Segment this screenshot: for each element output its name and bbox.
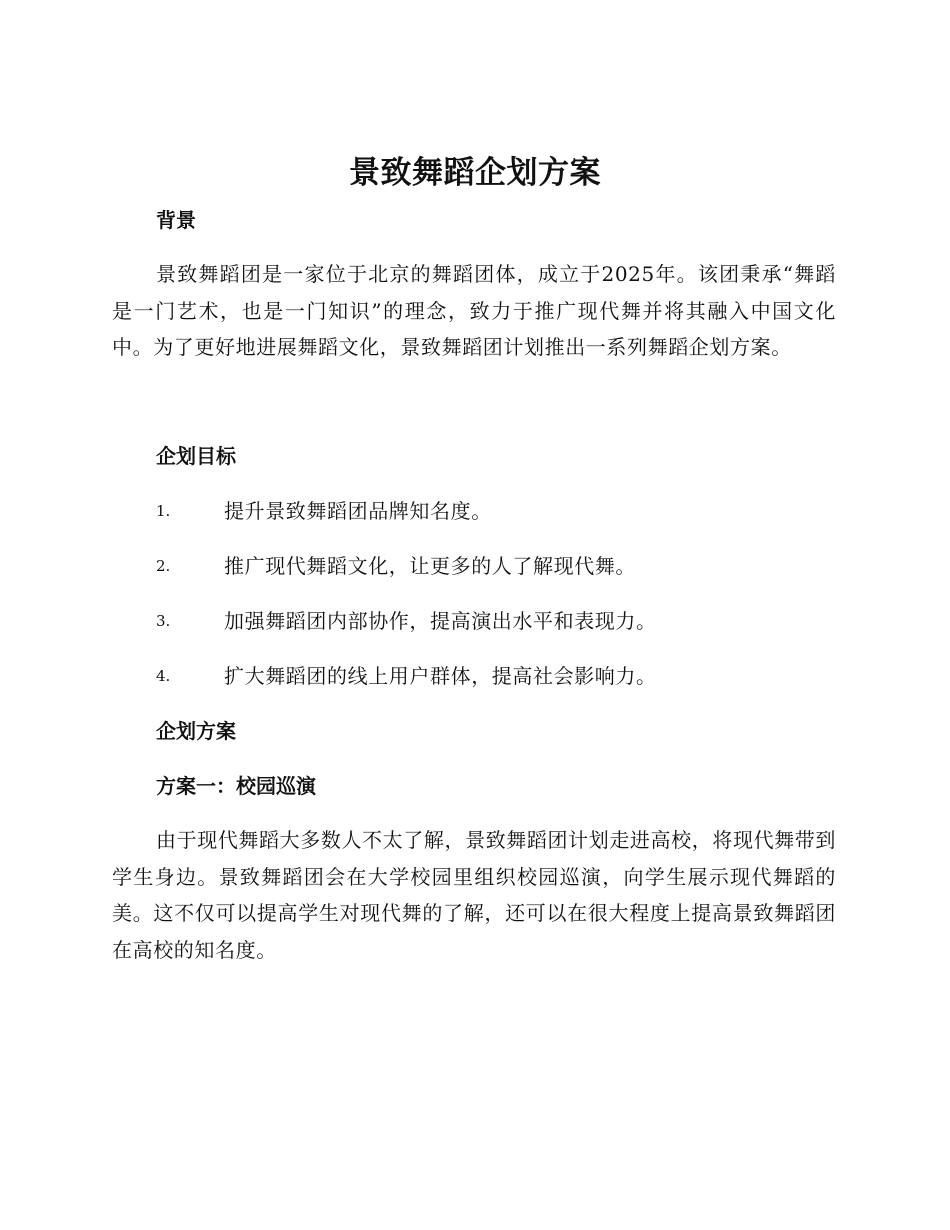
list-item-number: 2. [156,557,171,575]
section-heading-goals: 企划目标 [156,444,236,468]
list-item-number: 4. [156,667,171,685]
list-item [156,606,846,636]
subsection-heading-plan1: 方案一：校园巡演 [156,774,316,798]
section-heading-background: 背景 [156,208,196,232]
list-item-number: 3. [156,612,171,630]
document-title: 景致舞蹈企划方案 [349,155,601,191]
list-item [156,496,846,526]
list-item [156,661,846,691]
list-item-text: 扩大舞蹈团的线上用户群体，提高社会影响力。 [224,664,657,688]
list-item-text: 推广现代舞蹈文化，让更多的人了解现代舞。 [224,554,636,578]
plan1-paragraph: 由于现代舞蹈大多数人不太了解，景致舞蹈团计划走进高校，将现代舞带到学生身边。景致舞蹈团会在大学校园里组织校园巡演，向学生展示现代舞蹈的美。这不仅可以提高学生对现代舞的了解，还可以在很大程度上提高景致舞蹈团在高校的知名度。 [112,828,836,962]
list-item-text: 提升景致舞蹈团品牌知名度。 [224,499,492,523]
list-item-text: 加强舞蹈团内部协作，提高演出水平和表现力。 [224,609,657,633]
list-item-number: 1. [156,502,171,520]
background-paragraph: 景致舞蹈团是一家位于北京的舞蹈团体，成立于2025年。该团秉承“舞蹈是一门艺术，也是一门知识”的理念，致力于推广现代舞并将其融入中国文化中。为了更好地进展舞蹈文化，景致舞蹈团计划推出一系列舞蹈企划方案。 [112,262,836,359]
list-item [156,551,846,581]
section-heading-plans: 企划方案 [156,719,236,743]
